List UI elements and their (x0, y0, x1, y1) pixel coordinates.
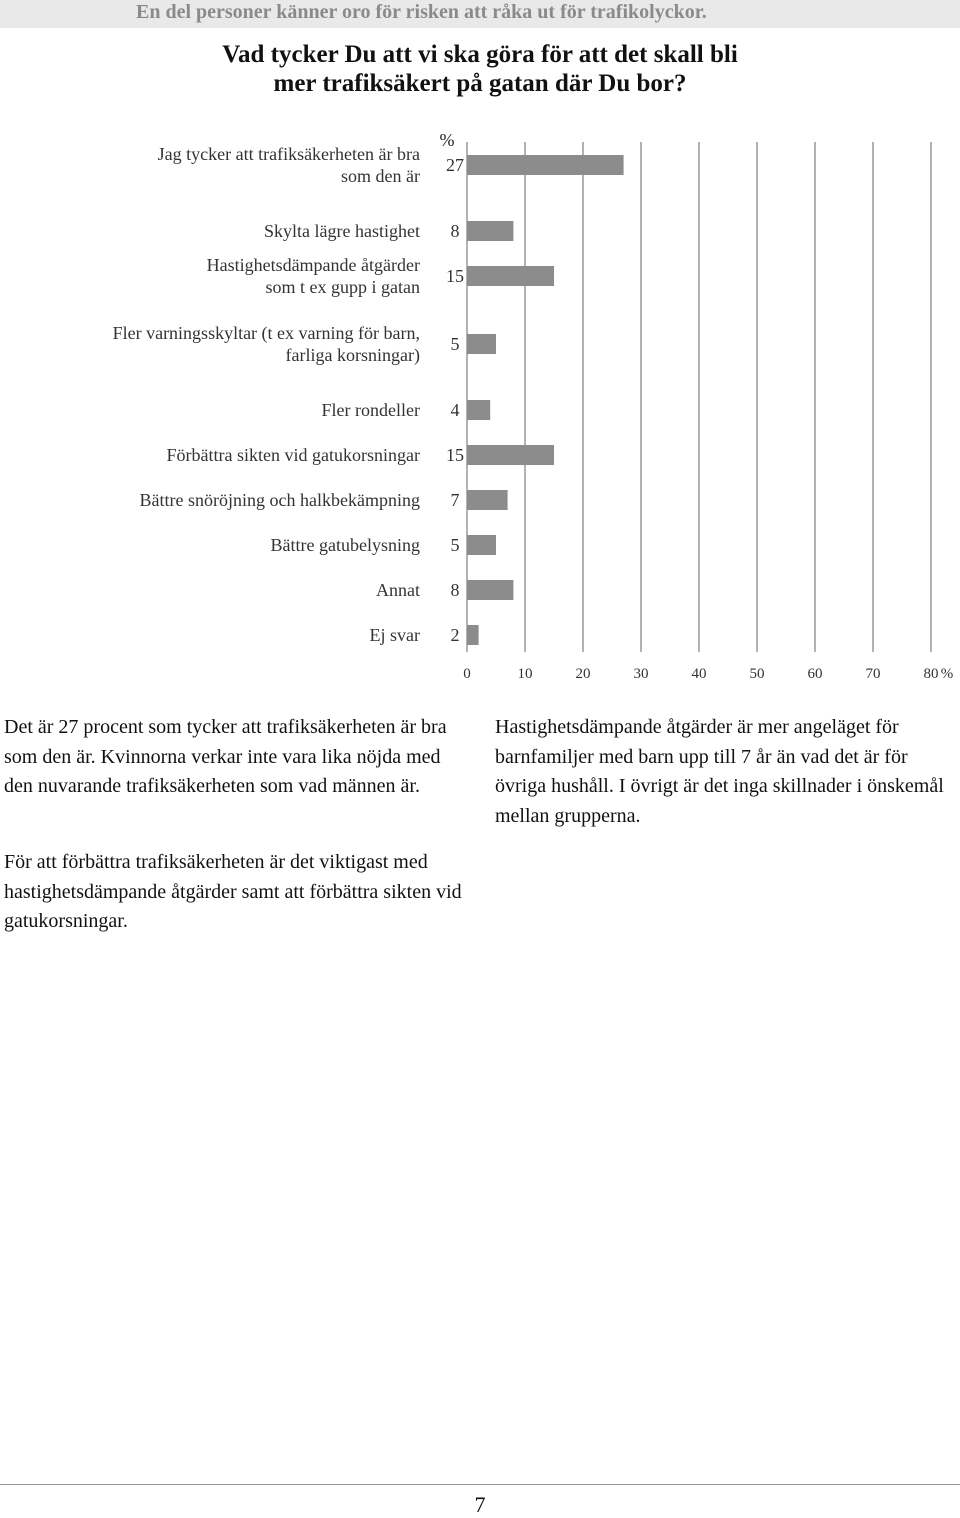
question-line-2: mer trafiksäkert på gatan där Du bor? (273, 70, 687, 97)
bar-5 (467, 445, 554, 465)
bar-chart (0, 120, 960, 690)
category-label-2-line-1: som t ex gupp i gatan (265, 277, 420, 297)
bar-1 (467, 221, 513, 241)
value-unit-label: % (439, 130, 455, 150)
x-tick-label-4: 40 (691, 666, 707, 682)
paragraph-families: Hastighetsdämpande åtgärder är mer angeläget för barnfamiljer med barn upp till 7 år än vad det är för övriga hushåll. I övrigt är det inga skillnader i önskemål mellan grupperna. (495, 716, 944, 827)
page-number: 7 (474, 1492, 486, 1517)
category-label-9: Ej svar (369, 625, 420, 645)
category-label-2-line-0: Hastighetsdämpande åtgärder (206, 255, 420, 275)
x-axis-unit-label: % (940, 666, 954, 682)
value-label-4: 4 (450, 400, 460, 420)
category-label-8: Annat (376, 580, 420, 600)
bar-9 (467, 625, 479, 645)
x-tick-label-0: 0 (463, 666, 471, 682)
x-tick-label-8: 80 (923, 666, 939, 682)
category-label-4: Fler rondeller (321, 400, 420, 420)
category-label-3-line-1: farliga korsningar) (285, 345, 420, 365)
x-tick-label-1: 10 (517, 666, 533, 682)
value-label-2: 15 (446, 266, 464, 286)
category-label-5: Förbättra sikten vid gatukorsningar (166, 445, 420, 465)
footer-divider (0, 1484, 960, 1485)
bar-7 (467, 535, 496, 555)
value-label-9: 2 (450, 625, 460, 645)
category-label-0-line-0: Jag tycker att trafiksäkerheten är bra (157, 144, 420, 164)
x-tick-label-5: 50 (749, 666, 765, 682)
value-label-1: 8 (450, 221, 460, 241)
x-tick-label-7: 70 (865, 666, 881, 682)
category-label-3-line-0: Fler varningsskyltar (t ex varning för barn, (112, 323, 420, 343)
paragraph-satisfaction: Det är 27 procent som tycker att trafiksäkerheten är bra som den är. Kvinnorna verkar inte vara lika nöjda med den nuvarande trafiksäkerheten som vad männen är. (4, 716, 447, 797)
bar-2 (467, 266, 554, 286)
question-line-1: Vad tycker Du att vi ska göra för att det skall bli (222, 41, 738, 68)
bar-6 (467, 490, 508, 510)
value-label-6: 7 (450, 490, 460, 510)
paragraph-priorities: För att förbättra trafiksäkerheten är det viktigast med hastighetsdämpande åtgärder samt att förbättra sikten vid gatukorsningar. (4, 851, 462, 932)
value-label-0: 27 (446, 155, 464, 175)
category-label-0-line-1: som den är (341, 166, 420, 186)
value-label-3: 5 (450, 334, 460, 354)
value-label-5: 15 (446, 445, 464, 465)
category-label-1: Skylta lägre hastighet (264, 221, 420, 241)
value-label-8: 8 (450, 580, 460, 600)
x-tick-label-6: 60 (807, 666, 823, 682)
value-label-7: 5 (450, 535, 460, 555)
category-label-6: Bättre snöröjning och halkbekämpning (139, 490, 420, 510)
bar-8 (467, 580, 513, 600)
bar-4 (467, 400, 490, 420)
x-tick-label-3: 30 (633, 666, 649, 682)
banner-text: En del personer känner oro för risken att råka ut för trafikolyckor. (136, 1, 707, 23)
category-label-7: Bättre gatubelysning (270, 535, 420, 555)
header-banner (0, 0, 960, 28)
x-tick-label-2: 20 (575, 666, 591, 682)
question-heading (150, 40, 810, 98)
bar-0 (467, 155, 624, 175)
bar-3 (467, 334, 496, 354)
